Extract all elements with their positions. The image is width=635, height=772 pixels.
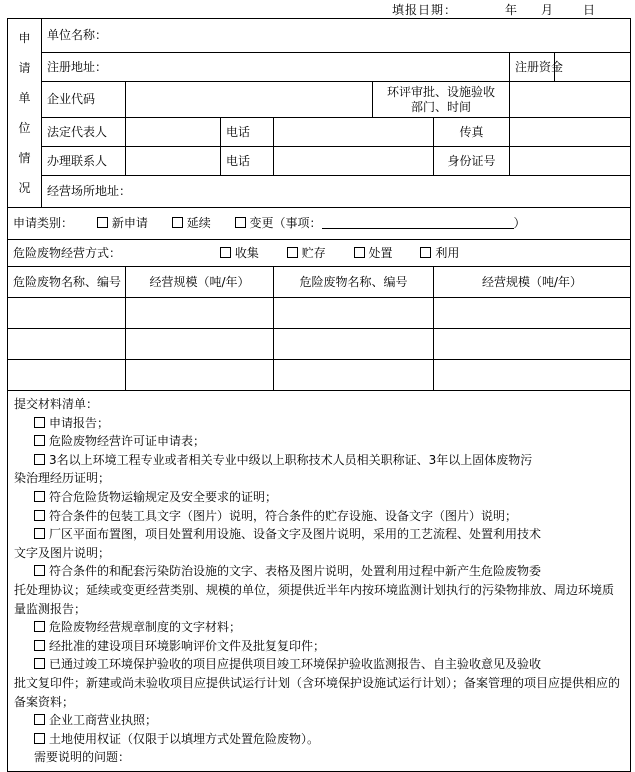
list-item[interactable]: 符合条件的包装工具文字（图片）说明，符合条件的贮存设施、设备文字（图片）说明； [14,507,624,526]
fax-value[interactable] [510,118,631,147]
reg-capital-label: 注册资金 [510,53,555,82]
month-label: 月 [541,3,555,17]
operation-mode-row: 危险废物经营方式： 收集 贮存 处置 利用 [8,240,631,267]
fill-date-label: 填报日期： [392,3,458,17]
list-item[interactable]: 土地使用权证（仅限于以填埋方式处置危险废物）。 [14,730,624,749]
fax-label: 传真 [434,118,510,147]
phone2-label: 电话 [221,147,274,176]
year-label: 年 [505,3,519,17]
list-item[interactable]: 企业工商营业执照； [14,711,624,730]
application-type-row: 申请类别： 新申请 延续 变更（事项： ） [8,208,631,240]
collect-checkbox[interactable]: 收集 [220,246,259,260]
contact-value[interactable] [126,147,221,176]
waste-header-3: 危险废物名称、编号 [274,267,434,298]
renewal-checkbox[interactable]: 延续 [172,216,211,230]
list-item[interactable]: 已通过竣工环境保护验收的项目应提供项目竣工环境保护验收监测报告、自主验收意见及验收 [14,655,624,674]
enterprise-code-value[interactable] [126,82,373,118]
change-item-line[interactable] [322,216,514,229]
reg-address-field[interactable]: 注册地址： [42,53,510,82]
id-number-value[interactable] [510,147,631,176]
list-item[interactable]: 3名以上环境工程专业或者相关专业中级以上职称技术人员相关职称证、3年以上固体废物污 [14,451,624,470]
list-item[interactable]: 符合条件的和配套污染防治设施的文字、表格及图片说明，处置利用过程中新产生危险废物委 [14,562,624,581]
id-number-label: 身份证号 [434,147,510,176]
list-item[interactable]: 申请报告； [14,414,624,433]
unit-name-field[interactable]: 单位名称： [42,19,631,53]
waste-header-4: 经营规模（吨/年） [434,267,631,298]
utilization-checkbox[interactable]: 利用 [420,246,459,260]
day-label: 日 [583,3,597,17]
enterprise-code-label: 企业代码 [42,82,126,118]
contact-label: 办理联系人 [42,147,126,176]
list-item[interactable]: 危险废物经营许可证申请表； [14,432,624,451]
materials-list: 提交材料清单： 申请报告； 危险废物经营许可证申请表； 3名以上环境工程专业或者相关专业中级以上职称技术人员相关职称证、3年以上固体废物污 染治理经历证明； 符合危险货物运输规定及安全要求的证明； 符合条件的包装工具文字（图片）说明，符合条件的贮存设施、设备文字（图片）说明； 厂区平面布置图，项目处置利用设施、设备文字及图片说明，采用的工艺流程、处置利用技术 文字及图片说明； 符合条件的和配套污染防治设施的文字、表格及图片说明，处置利用过程中新产生危险废物委 托处理协议；延续或变更经营类别、规模的单位，须提供近半年内按环境监测计划执行的污染物排放、周边环境质量监测报告； 危险废物经营规章制度的文字材料； 经批准的建设项目环境影响评价文件及批复复印件； 已通过竣工环境保护验收的项目应提供项目竣工环境保护验收监测报告、自主验收意见及验收 批文复印件；新建或尚未验收项目应提供试运行计划（含环境保护设施试运行计划）；备案管理的项目应提供相应的备案资料； 企业工商营业执照； 土地使用权证（仅限于以填埋方式处置危险废物）。 需要说明的问题： [8,391,631,772]
form-header [0,0,635,18]
disposal-checkbox[interactable]: 处置 [354,246,393,260]
eia-value[interactable] [510,82,631,118]
list-item[interactable]: 经批准的建设项目环境影响评价文件及批复复印件； [14,637,624,656]
biz-address-field[interactable]: 经营场所地址： [42,176,631,208]
reg-capital-value[interactable] [555,53,631,82]
table-row [8,360,631,391]
notes-label: 需要说明的问题： [34,750,131,765]
waste-header-2: 经营规模（吨/年） [126,267,274,298]
new-application-checkbox[interactable]: 新申请 [97,216,148,230]
eia-label: 环评审批、设施验收 部门、时间 [373,82,510,118]
list-item[interactable]: 危险废物经营规章制度的文字材料； [14,618,624,637]
application-form-table [7,18,631,772]
legal-rep-label: 法定代表人 [42,118,126,147]
applicant-section-label: 申 请 单 位 情 况 [8,19,42,208]
materials-title: 提交材料清单： [14,397,99,411]
change-checkbox[interactable]: 变更（事项： [235,216,322,230]
phone2-value[interactable] [274,147,434,176]
list-item[interactable]: 符合危险货物运输规定及安全要求的证明； [14,488,624,507]
legal-rep-value[interactable] [126,118,221,147]
phone-value[interactable] [274,118,434,147]
storage-checkbox[interactable]: 贮存 [287,246,326,260]
waste-header-1: 危险废物名称、编号 [8,267,126,298]
list-item[interactable]: 厂区平面布置图，项目处置利用设施、设备文字及图片说明，采用的工艺流程、处置利用技术 [14,525,624,544]
table-row [8,298,631,329]
table-row [8,329,631,360]
phone-label: 电话 [221,118,274,147]
